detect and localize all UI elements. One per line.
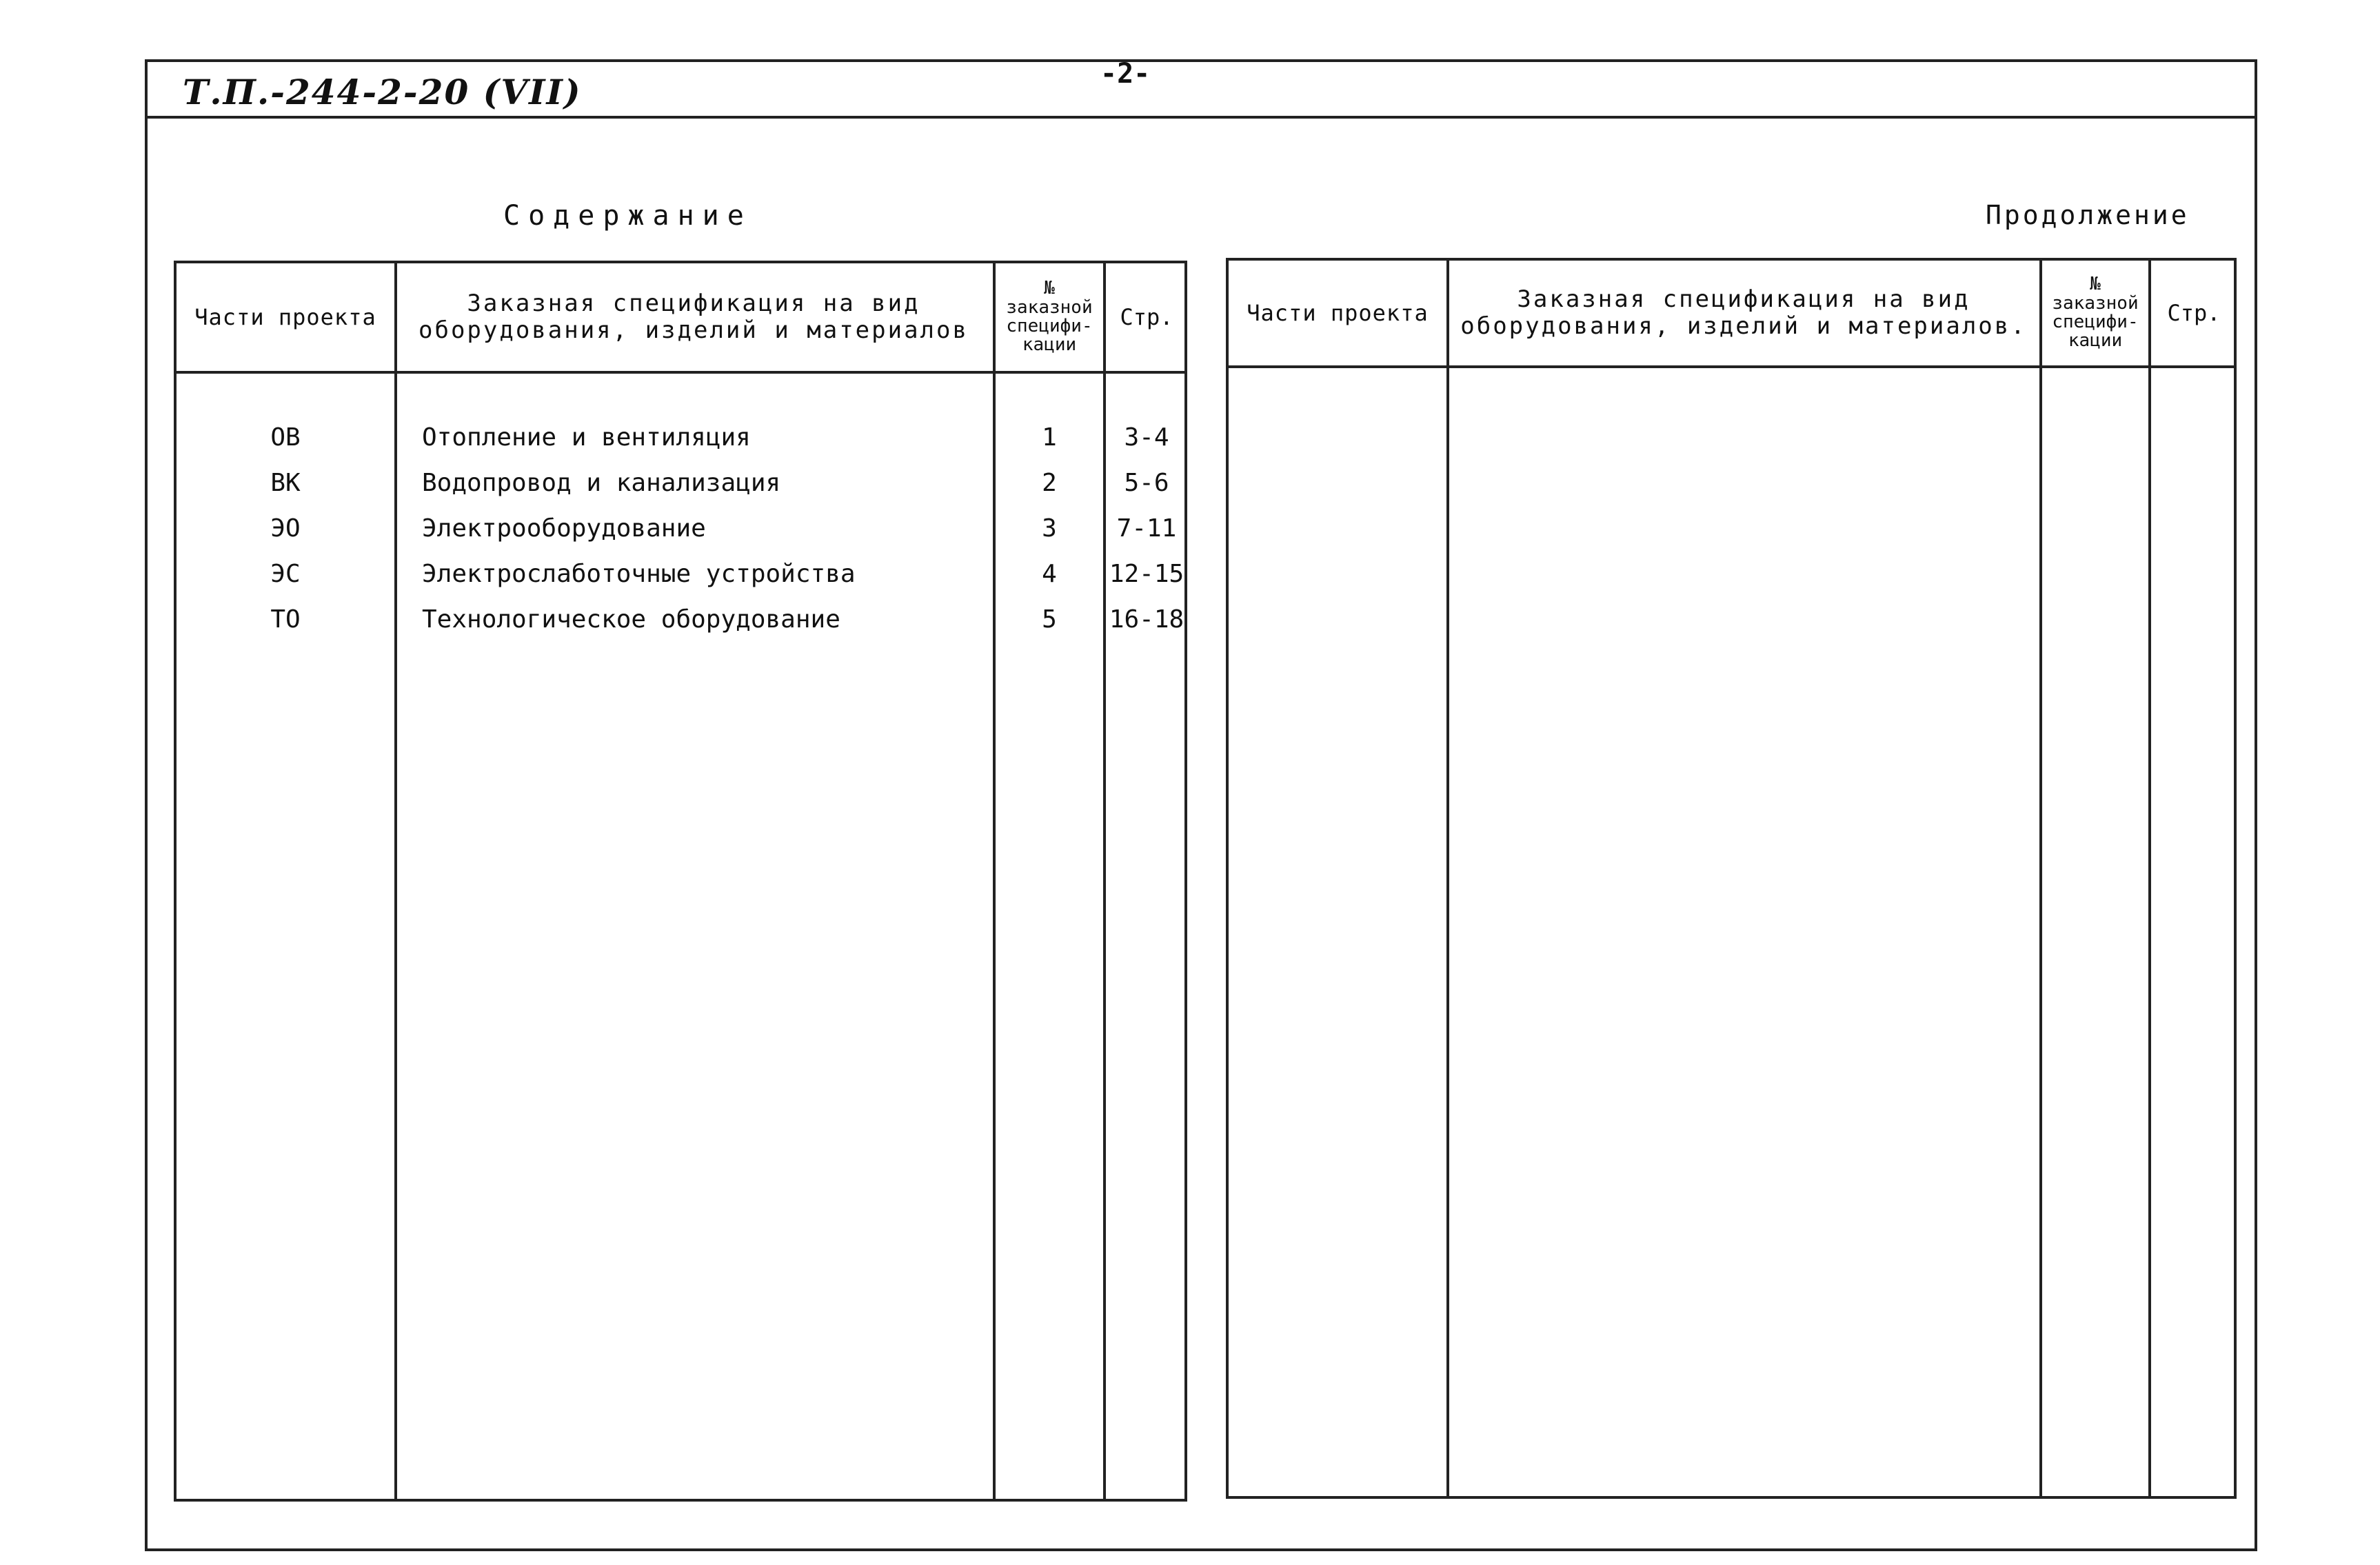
continuation-table (1226, 258, 2237, 1499)
row-spec-number: 3 (1042, 514, 1057, 543)
document-code: Т.П.-244-2-20 (VII) (183, 72, 582, 112)
row-spec-number: 2 (1042, 469, 1057, 497)
row-pages: 5-6 (1124, 469, 1169, 497)
row-pages: 12-15 (1109, 560, 1184, 588)
row-name: Водопровод и канализация (422, 469, 781, 497)
column-header-parts: Части проекта (1247, 299, 1429, 326)
column-header-spec: Заказная спецификация на вид оборудования, изделий и материалов. (1460, 285, 2027, 340)
row-name: Технологическое оборудование (422, 605, 840, 634)
column-header-spec-number: № заказной спецификации (1006, 278, 1093, 356)
continuation-heading: Продолжение (1986, 200, 2190, 230)
row-code: ТО (270, 605, 301, 634)
column-header-spec: Заказная спецификация на вид оборудования, изделий и материалов (418, 289, 969, 344)
contents-table (174, 261, 1187, 1502)
row-code: ЭС (270, 560, 301, 588)
column-header-page: Стр. (1120, 303, 1173, 330)
title-block-line (145, 116, 2257, 119)
row-spec-number: 4 (1042, 560, 1057, 588)
row-spec-number: 1 (1042, 423, 1057, 452)
row-name: Электрослаботочные устройства (422, 560, 856, 588)
row-name: Электрооборудование (422, 514, 706, 543)
row-code: ВК (270, 469, 301, 497)
column-header-parts: Части проекта (194, 303, 376, 330)
row-spec-number: 5 (1042, 605, 1057, 634)
row-pages: 16-18 (1109, 605, 1184, 634)
column-header-page: Стр. (2167, 299, 2221, 326)
row-name: Отопление и вентиляция (422, 423, 751, 452)
row-pages: 3-4 (1124, 423, 1169, 452)
row-code: ЭО (270, 514, 301, 543)
row-pages: 7-11 (1116, 514, 1177, 543)
contents-heading: Содержание (503, 200, 752, 232)
row-code: ОВ (270, 423, 301, 452)
page-number: -2- (1100, 58, 1151, 90)
column-header-spec-number: № заказной спецификации (2052, 274, 2139, 352)
